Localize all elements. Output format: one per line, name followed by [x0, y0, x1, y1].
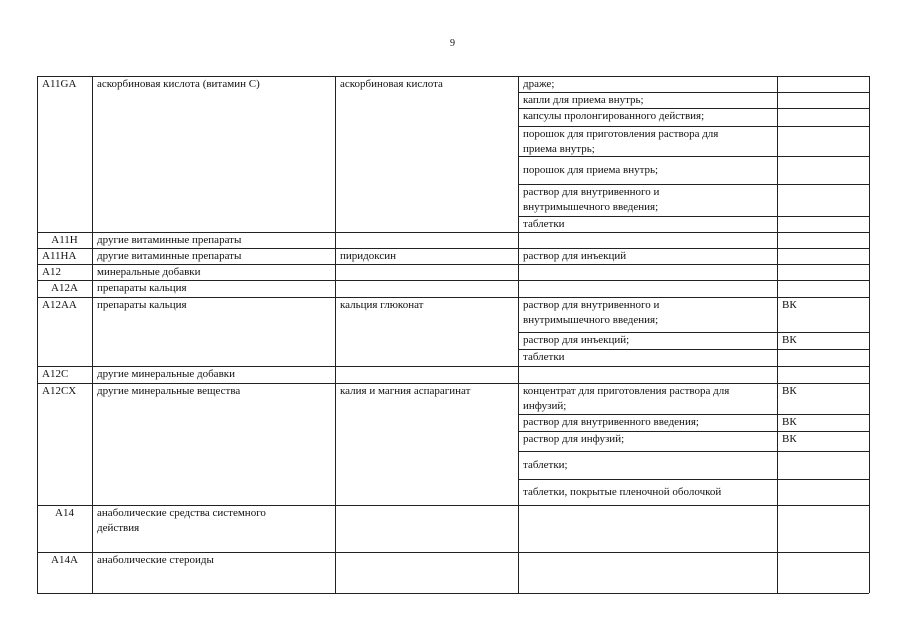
- substance-name: калия и магния аспарагинат: [340, 385, 471, 397]
- dosage-form: раствор для инъекций: [523, 250, 627, 262]
- atc-code: A12C: [42, 368, 69, 380]
- column-rule: [518, 76, 519, 593]
- row-rule: [518, 108, 869, 109]
- row-rule: [518, 349, 869, 350]
- atc-code: A12AA: [42, 299, 77, 311]
- column-rule: [869, 76, 870, 593]
- atc-code: A12CX: [42, 385, 77, 397]
- row-rule: [518, 126, 869, 127]
- column-rule: [92, 76, 93, 593]
- group-name: препараты кальция: [97, 282, 187, 294]
- dosage-form: драже;: [523, 78, 555, 90]
- row-rule: [518, 216, 869, 217]
- dosage-form: раствор для внутривенного и внутримышечного введения;: [523, 299, 660, 326]
- row-rule: [518, 479, 869, 480]
- dosage-form: раствор для инфузий;: [523, 433, 625, 445]
- dosage-form: порошок для приготовления раствора для приема внутрь;: [523, 128, 719, 155]
- group-name: анаболические средства системного действия: [97, 507, 266, 534]
- row-rule: [518, 92, 869, 93]
- note-vk: ВК: [782, 334, 797, 346]
- column-rule: [37, 76, 38, 593]
- row-rule: [518, 332, 869, 333]
- substance-name: кальция глюконат: [340, 299, 424, 311]
- group-name: аскорбиновая кислота (витамин С): [97, 78, 260, 90]
- column-rule: [777, 76, 778, 593]
- atc-code: A11HA: [42, 250, 77, 262]
- atc-code: A12A: [51, 282, 78, 294]
- drug-list-table: [37, 76, 869, 593]
- dosage-form: порошок для приема внутрь;: [523, 163, 659, 176]
- note-vk: ВК: [782, 385, 797, 397]
- atc-code: A14A: [51, 554, 78, 566]
- group-name: другие минеральные вещества: [97, 385, 241, 397]
- group-name: минеральные добавки: [97, 266, 201, 278]
- group-name: препараты кальция: [97, 299, 187, 311]
- dosage-form: концентрат для приготовления раствора для инфузий;: [523, 385, 730, 412]
- row-rule: [37, 593, 869, 594]
- note-vk: ВК: [782, 433, 797, 445]
- atc-code: A11GA: [42, 78, 77, 90]
- group-name: другие витаминные препараты: [97, 234, 242, 246]
- dosage-form: раствор для внутривенного и внутримышечного введения;: [523, 186, 660, 213]
- page-number: 9: [450, 38, 455, 49]
- row-rule: [518, 156, 869, 157]
- dosage-form: таблетки: [523, 351, 565, 363]
- dosage-form: раствор для инъекций;: [523, 334, 630, 346]
- dosage-form: капсулы пролонгированного действия;: [523, 110, 705, 122]
- dosage-form: раствор для внутривенного введения;: [523, 416, 699, 428]
- group-name: другие витаминные препараты: [97, 250, 242, 262]
- substance-name: пиридоксин: [340, 250, 396, 262]
- substance-name: аскорбиновая кислота: [340, 78, 443, 90]
- row-rule: [518, 431, 869, 432]
- row-rule: [518, 451, 869, 452]
- group-name: другие минеральные добавки: [97, 368, 235, 380]
- atc-code: A14: [55, 507, 74, 519]
- note-vk: ВК: [782, 299, 797, 311]
- atc-code: A11H: [51, 234, 78, 246]
- dosage-form: капли для приема внутрь;: [523, 94, 644, 106]
- row-rule: [518, 414, 869, 415]
- column-rule: [335, 76, 336, 593]
- dosage-form: таблетки;: [523, 458, 568, 471]
- atc-code: A12: [42, 266, 61, 278]
- dosage-form: таблетки: [523, 218, 565, 230]
- dosage-form: таблетки, покрытые пленочной оболочкой: [523, 485, 722, 498]
- note-vk: ВК: [782, 416, 797, 428]
- group-name: анаболические стероиды: [97, 554, 214, 566]
- row-rule: [518, 184, 869, 185]
